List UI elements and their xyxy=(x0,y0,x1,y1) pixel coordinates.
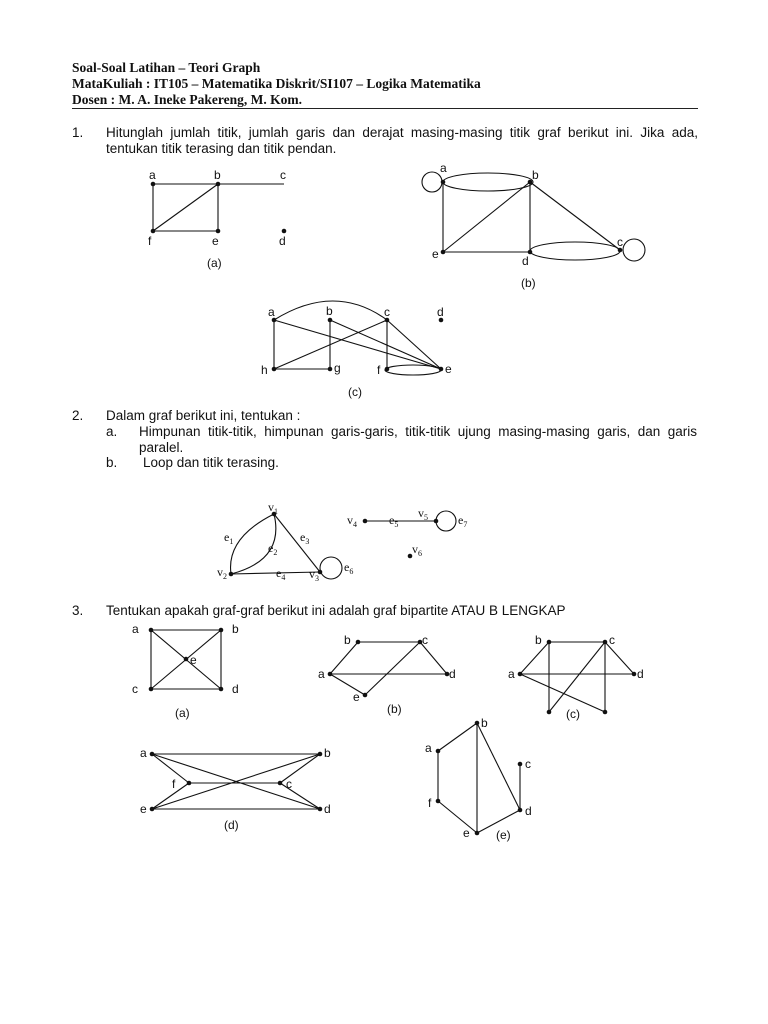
vertex-label: a xyxy=(318,667,325,681)
vertex-label: a xyxy=(149,168,156,182)
vertex xyxy=(475,721,480,726)
vertex-label: b xyxy=(324,746,331,760)
vertex-label: c xyxy=(286,777,292,791)
edge-label: $e_5$ xyxy=(389,513,399,529)
vertex xyxy=(229,572,234,577)
vertex xyxy=(318,752,323,757)
vertex xyxy=(219,687,224,692)
figure-caption: (e) xyxy=(496,828,511,842)
edge xyxy=(152,754,189,783)
vertex xyxy=(149,687,154,692)
vertex xyxy=(318,807,323,812)
vertex xyxy=(150,807,155,812)
vertex-label: c xyxy=(280,168,286,182)
vertex xyxy=(363,519,368,524)
figure-caption: (a) xyxy=(207,256,222,270)
vertex-label: d xyxy=(324,802,331,816)
question-text: Hitunglah jumlah titik, jumlah garis dan derajat masing-masing titik graf berikut ini. Jika ada, tentukan titik terasing dan titik pendan. xyxy=(106,125,698,156)
vertex xyxy=(328,367,333,372)
vertex xyxy=(603,640,608,645)
question-text: Dalam graf berikut ini, tentukan : xyxy=(106,408,301,423)
vertex-label: e xyxy=(463,826,470,840)
vertex-label: c xyxy=(617,235,623,249)
vertex-label: a xyxy=(425,741,432,755)
vertex-label: b xyxy=(344,633,351,647)
vertex xyxy=(356,640,361,645)
figure-q3-b xyxy=(318,633,456,716)
vertex xyxy=(518,672,523,677)
vertex-label: c xyxy=(384,305,390,319)
edge-label: $e_6$ xyxy=(344,560,354,576)
vertex xyxy=(632,672,637,677)
edge-e3 xyxy=(274,514,320,572)
vertex xyxy=(151,229,156,234)
vertex xyxy=(187,781,192,786)
figure-q2 xyxy=(217,500,467,583)
edge-label: $e_2$ xyxy=(268,541,278,557)
edge xyxy=(549,642,605,712)
loop-edge-e6 xyxy=(320,557,342,579)
header-course: MataKuliah : IT105 – Matematika Diskrit/SI107 – Logika Matematika xyxy=(72,76,481,91)
vertex-label: d xyxy=(437,305,444,319)
vertex xyxy=(282,229,287,234)
vertex-label: a xyxy=(268,305,275,319)
figure-q3-d xyxy=(140,746,331,832)
question-number: 3. xyxy=(72,603,84,618)
vertex xyxy=(385,367,390,372)
figure-q1-b xyxy=(422,161,645,290)
edge xyxy=(530,182,620,250)
vertex xyxy=(184,657,189,662)
loop-edge xyxy=(422,172,442,192)
figure-q1-a xyxy=(148,168,286,270)
vertex xyxy=(216,229,221,234)
vertex-label: c xyxy=(422,633,428,647)
edge-label: $e_3$ xyxy=(300,530,310,546)
vertex-label: b xyxy=(232,622,239,636)
vertex xyxy=(441,250,446,255)
vertex-label: $v_1$ xyxy=(268,500,278,516)
vertex-label: e xyxy=(212,234,219,248)
vertex-label: d xyxy=(449,667,456,681)
vertex-label: d xyxy=(525,804,532,818)
vertex-label: $v_2$ xyxy=(217,565,227,581)
vertex-label: $v_3$ xyxy=(309,567,319,583)
vertex-label: f xyxy=(172,777,176,791)
loop-edge-e7 xyxy=(436,511,456,531)
vertex xyxy=(518,762,523,767)
vertex-label: b xyxy=(532,168,539,182)
vertex xyxy=(439,367,444,372)
vertex-label: e xyxy=(140,802,147,816)
edge xyxy=(438,723,477,751)
vertex xyxy=(518,808,523,813)
vertex xyxy=(151,182,156,187)
vertex-label: h xyxy=(261,363,268,377)
vertex xyxy=(441,180,446,185)
figure-caption: (d) xyxy=(224,818,239,832)
question-number: 1. xyxy=(72,125,84,140)
edge xyxy=(330,320,441,369)
vertex xyxy=(547,710,552,715)
vertex xyxy=(436,749,441,754)
vertex-label: $v_6$ xyxy=(412,542,422,558)
sub-label: b. xyxy=(106,455,118,470)
vertex-label: $v_5$ xyxy=(418,506,428,522)
vertex xyxy=(547,640,552,645)
figure-q3-a xyxy=(132,622,239,720)
figure-q3-c xyxy=(508,633,644,721)
figure-caption: (c) xyxy=(348,385,362,399)
vertex xyxy=(363,693,368,698)
vertex-label: c xyxy=(609,633,615,647)
vertex-label: e xyxy=(190,653,197,667)
edge xyxy=(153,184,218,231)
vertex-label: a xyxy=(140,746,147,760)
vertex-label: a xyxy=(508,667,515,681)
vertex xyxy=(603,710,608,715)
edge xyxy=(443,173,533,191)
edge xyxy=(530,242,620,260)
vertex xyxy=(150,752,155,757)
vertex-label: c xyxy=(525,757,531,771)
vertex-label: b xyxy=(326,304,333,318)
vertex-label: f xyxy=(148,234,152,248)
vertex-label: b xyxy=(481,716,488,730)
vertex-label: f xyxy=(428,796,432,810)
edge xyxy=(477,723,520,810)
figure-caption: (b) xyxy=(387,702,402,716)
vertex-label: e xyxy=(445,362,452,376)
header-lecturer: Dosen : M. A. Ineke Pakereng, M. Kom. xyxy=(72,92,302,107)
vertex-label: c xyxy=(132,682,138,696)
edge xyxy=(330,674,365,695)
figure-q1-c xyxy=(261,301,452,399)
sub-text: Himpunan titik-titik, himpunan garis-garis, titik-titik ujung masing-masing garis, dan garis paralel. xyxy=(139,424,697,455)
vertex-label: d xyxy=(232,682,239,696)
vertex-label: f xyxy=(377,363,381,377)
edge xyxy=(274,320,441,369)
vertex xyxy=(216,182,221,187)
vertex-label: a xyxy=(440,161,447,175)
vertex xyxy=(436,799,441,804)
vertex xyxy=(475,831,480,836)
vertex xyxy=(278,781,283,786)
vertex-label: d xyxy=(637,667,644,681)
edge xyxy=(443,182,530,252)
edge-label: $e_4$ xyxy=(276,566,286,582)
loop-edge xyxy=(623,239,645,261)
vertex xyxy=(219,628,224,633)
question-text: Tentukan apakah graf-graf berikut ini adalah graf bipartite ATAU B LENGKAP xyxy=(106,603,566,618)
figure-caption: (c) xyxy=(566,707,580,721)
figure-caption: (a) xyxy=(175,706,190,720)
sub-label: a. xyxy=(106,424,118,439)
edge-label: $e_7$ xyxy=(458,513,468,529)
figure-q3-e xyxy=(425,716,532,842)
edge xyxy=(520,674,605,712)
edge xyxy=(438,801,477,833)
sub-text: Loop dan titik terasing. xyxy=(143,455,279,470)
vertex xyxy=(328,318,333,323)
vertex xyxy=(149,628,154,633)
vertex-label: b xyxy=(535,633,542,647)
edge xyxy=(365,642,420,695)
vertex-label: b xyxy=(214,168,221,182)
edge xyxy=(152,783,189,809)
question-number: 2. xyxy=(72,408,84,423)
vertex-label: a xyxy=(132,622,139,636)
vertex-label: $v_4$ xyxy=(347,513,357,529)
vertex xyxy=(328,672,333,677)
vertex-label: e xyxy=(353,690,360,704)
header-title: Soal-Soal Latihan – Teori Graph xyxy=(72,60,261,75)
vertex-label: e xyxy=(432,247,439,261)
vertex-label: g xyxy=(334,361,341,375)
edge-label: $e_1$ xyxy=(224,530,234,546)
vertex xyxy=(272,367,277,372)
vertex-label: d xyxy=(522,254,529,268)
vertex-label: d xyxy=(279,234,286,248)
vertex xyxy=(434,519,439,524)
figure-caption: (b) xyxy=(521,276,536,290)
